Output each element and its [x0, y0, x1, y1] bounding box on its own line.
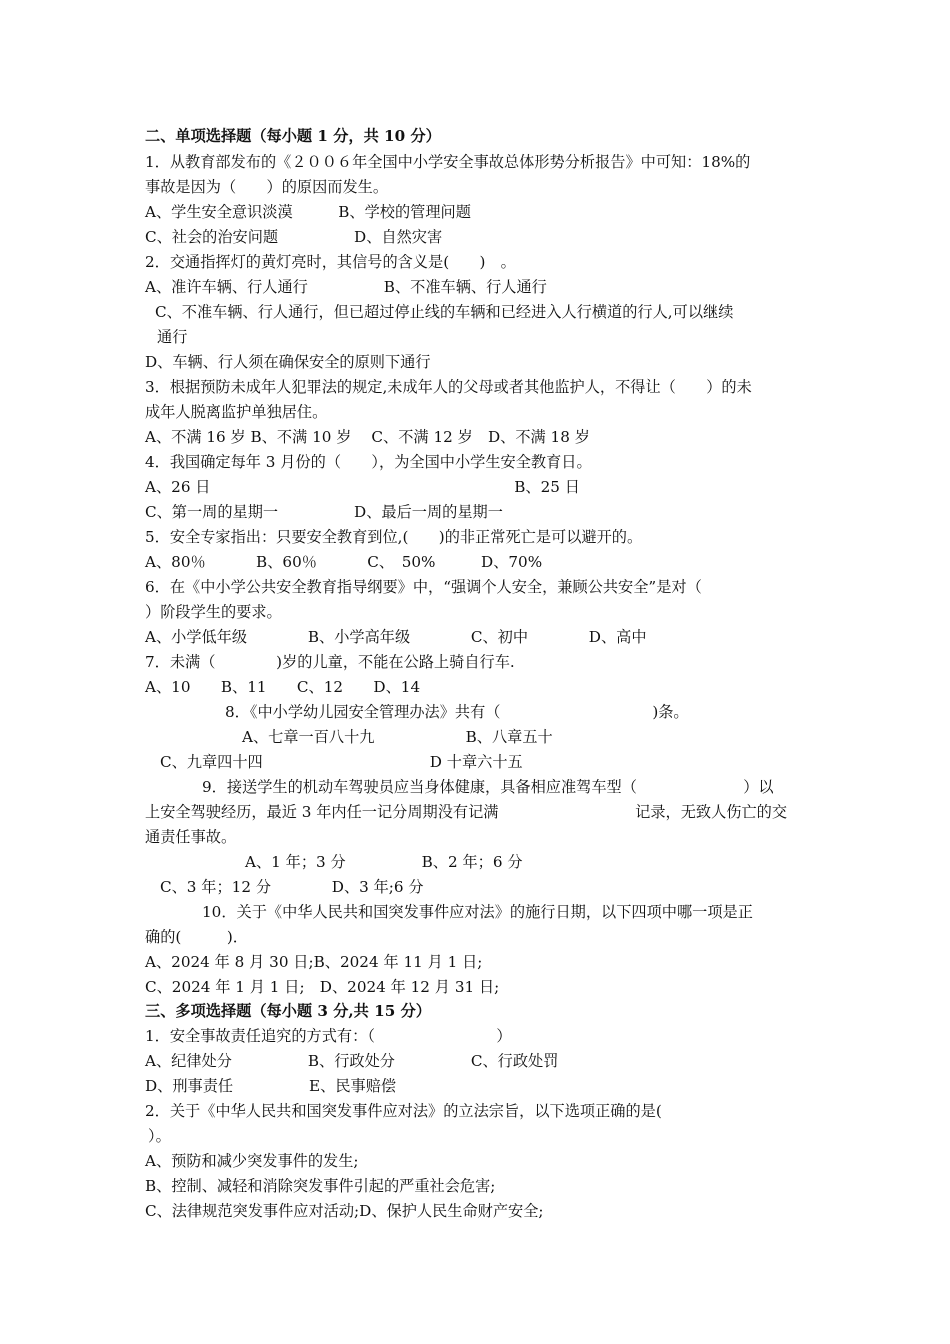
question-4-options-cd: C、第一周的星期一 D、最后一周的星期一 — [145, 503, 503, 521]
question-3-options: A、不满 16 岁 B、不满 10 岁 C、不满 12 岁 D、不满 18 岁 — [145, 428, 590, 446]
question-2-option-d: D、车辆、行人须在确保安全的原则下通行 — [145, 353, 431, 371]
question-2-stem: 2．交通指挥灯的黄灯亮时，其信号的含义是( ) 。 — [145, 253, 516, 271]
question-9-options-ab: A、1 年；3 分 B、2 年；6 分 — [245, 853, 523, 871]
multi-question-2-stem-line-1: 2．关于《中华人民共和国突发事件应对法》的立法宗旨，以下选项正确的是( — [145, 1102, 662, 1120]
multi-question-1-options-abc: A、纪律处分 B、行政处分 C、行政处罚 — [145, 1052, 559, 1070]
question-8-options-cd: C、九章四十四 D 十章六十五 — [160, 753, 523, 771]
question-6-stem-line-2: ）阶段学生的要求。 — [145, 603, 282, 621]
question-5-options: A、80％ B、60％ C、 50% D、70% — [145, 553, 543, 571]
question-5-stem: 5．安全专家指出：只要安全教育到位,( )的非正常死亡是可以避开的。 — [145, 528, 643, 546]
multi-question-2-option-b: B、控制、减轻和消除突发事件引起的严重社会危害; — [145, 1177, 496, 1195]
question-7-stem: 7．未满（ )岁的儿童，不能在公路上骑自行车. — [145, 653, 515, 671]
question-9-stem-line-2: 上安全驾驶经历，最近 3 年内任一记分周期没有记满 记录，无致人伤亡的交 — [145, 803, 788, 821]
question-9-stem-line-1: 9．接送学生的机动车驾驶员应当身体健康，具备相应准驾车型（ ）以 — [202, 778, 774, 796]
section-3-heading: 三、多项选择题（每小题 3 分,共 15 分） — [145, 1002, 431, 1020]
question-3-stem-line-2: 成年人脱离监护单独居住。 — [145, 403, 328, 421]
multi-question-1-stem: 1．安全事故责任追究的方式有：（ ） — [145, 1027, 512, 1045]
question-1-stem-line-1: 1．从教育部发布的《２００６年全国中小学安全事故总体形势分析报告》中可知：18%的 — [145, 153, 751, 171]
question-9-stem-line-3: 通责任事故。 — [145, 828, 237, 846]
question-2-option-c-line-1: C、不准车辆、行人通行，但已超过停止线的车辆和已经进入人行横道的行人,可以继续 — [155, 303, 734, 321]
question-1-stem-line-2: 事故是因为（ ）的原因而发生。 — [145, 178, 388, 196]
question-3-stem-line-1: 3．根据预防未成年人犯罪法的规定,未成年人的父母或者其他监护人，不得让（ ）的未 — [145, 378, 752, 396]
question-10-stem-line-1: 10．关于《中华人民共和国突发事件应对法》的施行日期，以下四项中哪一项是正 — [202, 903, 753, 921]
question-8-options-ab: A、七章一百八十九 B、八章五十 — [242, 728, 553, 746]
question-7-options: A、10 B、11 C、12 D、14 — [145, 678, 421, 696]
question-1-options-cd: C、社会的治安问题 D、自然灾害 — [145, 228, 443, 246]
question-10-stem-line-2: 确的( )． — [145, 928, 248, 946]
section-2-heading: 二、单项选择题（每小题 1 分，共 10 分） — [145, 127, 441, 145]
question-10-options-cd: C、2024 年 1 月 1 日; D、2024 年 12 月 31 日; — [145, 978, 500, 996]
question-6-stem-line-1: 6．在《中小学公共安全教育指导纲要》中，“强调个人安全，兼顾公共安全”是对（ — [145, 578, 702, 596]
multi-question-2-options-cd: C、法律规范突发事件应对活动;D、保护人民生命财产安全; — [145, 1202, 544, 1220]
multi-question-1-options-de: D、刑事责任 E、民事赔偿 — [145, 1077, 397, 1095]
multi-question-2-stem-line-2: ）。 — [148, 1127, 171, 1145]
question-10-options-ab: A、2024 年 8 月 30 日;B、2024 年 11 月 1 日; — [145, 953, 483, 971]
question-1-options-ab: A、学生安全意识淡漠 B、学校的管理问题 — [145, 203, 471, 221]
question-4-options-ab: A、26 日 B、25 日 — [145, 478, 580, 496]
question-4-stem: 4．我国确定每年 3 月份的（ ），为全国中小学生安全教育日。 — [145, 453, 592, 471]
question-2-options-ab: A、准许车辆、行人通行 B、不准车辆、行人通行 — [145, 278, 547, 296]
question-9-options-cd: C、3 年；12 分 D、3 年;6 分 — [160, 878, 424, 896]
question-2-option-c-line-2: 通行 — [157, 328, 188, 346]
multi-question-2-option-a: A、预防和减少突发事件的发生; — [145, 1152, 359, 1170]
question-8-stem: 8．《中小学幼儿园安全管理办法》共有（ )条。 — [225, 703, 689, 721]
question-6-options: A、小学低年级 B、小学高年级 C、初中 D、高中 — [145, 628, 647, 646]
